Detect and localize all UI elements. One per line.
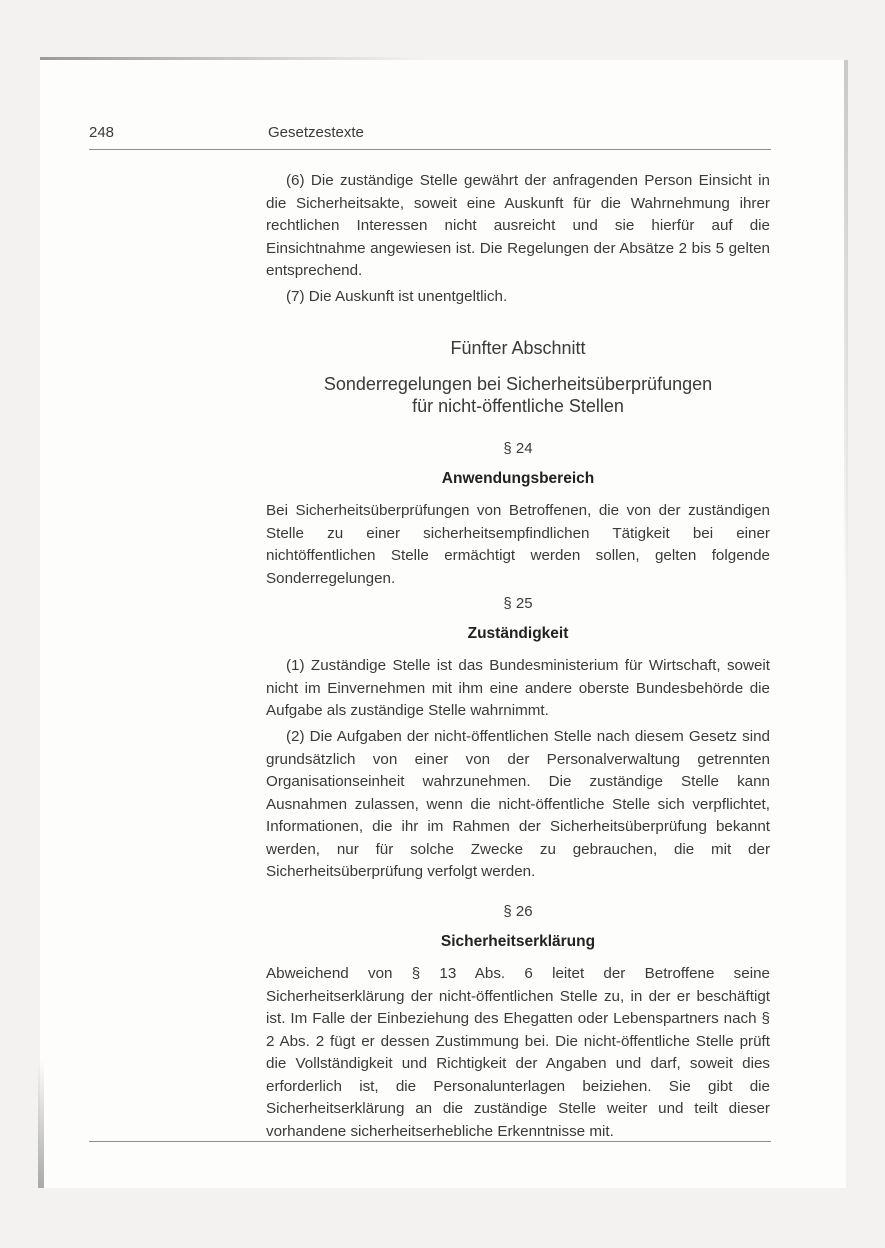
paragraph-26-title: Sicherheitserklärung bbox=[440, 933, 596, 950]
paragraph-25-subsection-2: (2) Die Aufgaben der nicht-öffentlichen Stelle nach diesem Gesetz sind grundsätzlich von einer von der Personalverwaltung getrennten Organisationseinheit wahrzunehmen. Die zuständige Stelle kann Ausnahmen zulassen, wenn die nicht-öffentliche Stelle sich verpflichtet, Informationen, die ihr im Rahmen der Sicherheitsüberprüfung bekannt werden, nur für solche Zwecke zu gebrauchen, die mit der Sicherheitsüberprüfung verfolgt werden. bbox=[266, 728, 770, 880]
paragraph-7: (7) Die Auskunft ist unentgeltlich. bbox=[286, 288, 508, 305]
section-subtitle-line-2: für nicht-öffentliche Stellen bbox=[412, 396, 624, 416]
paragraph-25-number: § 25 bbox=[503, 595, 533, 612]
paragraph-26-text: Abweichend von § 13 Abs. 6 leitet der Betroffene seine Sicherheitserklärung der nicht-öffentlichen Stelle zu, in der er beschäftigt ist. Im Falle der Einbeziehung des Ehegatten oder Lebenspartners nach § 2 Abs. 2 fügt er dessen Zustimmung bei. Die nicht-öffentliche Stelle prüft die Vollständigkeit und Richtigkeit der Angaben und darf, soweit dies erforderlich ist, die Personalunterlagen beiziehen. Sie gibt die Sicherheitserklärung an die zuständige Stelle weiter und teilt dieser vorhandene sicherheitserhebliche Erkenntnisse mit. bbox=[266, 965, 770, 1140]
page-number: 248 bbox=[89, 124, 115, 141]
paragraph-25-subsection-1: (1) Zuständige Stelle ist das Bundesministerium für Wirtschaft, soweit nicht im Einvernehmen mit ihm eine andere oberste Bundesbehörde die Aufgabe als zuständige Stelle wahrnimmt. bbox=[266, 657, 770, 719]
paragraph-6: (6) Die zuständige Stelle gewährt der anfragenden Person Einsicht in die Sicherheitsakte, soweit eine Auskunft für die Wahrnehmung ihrer rechtlichen Interessen nicht ausreicht und sie hierfür auf die Einsichtnahme angewiesen ist. Die Regelungen der Absätze 2 bis 5 gelten entsprechend. bbox=[266, 172, 770, 279]
paragraph-25-title: Zuständigkeit bbox=[467, 625, 569, 642]
paragraph-24-title: Anwendungsbereich bbox=[441, 470, 595, 487]
scan-shadow-left bbox=[38, 1060, 44, 1188]
section-heading: Fünfter Abschnitt bbox=[450, 338, 586, 358]
scan-shadow-right bbox=[844, 60, 848, 620]
running-title: Gesetzestexte bbox=[268, 124, 364, 141]
header-rule bbox=[89, 149, 771, 150]
paragraph-26-number: § 26 bbox=[503, 903, 533, 920]
section-subtitle-line-1: Sonderregelungen bei Sicherheitsüberprüfungen bbox=[323, 374, 713, 394]
paragraph-24-number: § 24 bbox=[503, 440, 533, 457]
paragraph-24-text: Bei Sicherheitsüberprüfungen von Betroffenen, die von der zuständigen Stelle zu einer sicherheitsempfindlichen Tätigkeit bei einer nichtöffentlichen Stelle ermächtigt werden sollen, gelten folgende Sonderregelungen. bbox=[266, 502, 770, 587]
footer-rule bbox=[89, 1141, 771, 1142]
